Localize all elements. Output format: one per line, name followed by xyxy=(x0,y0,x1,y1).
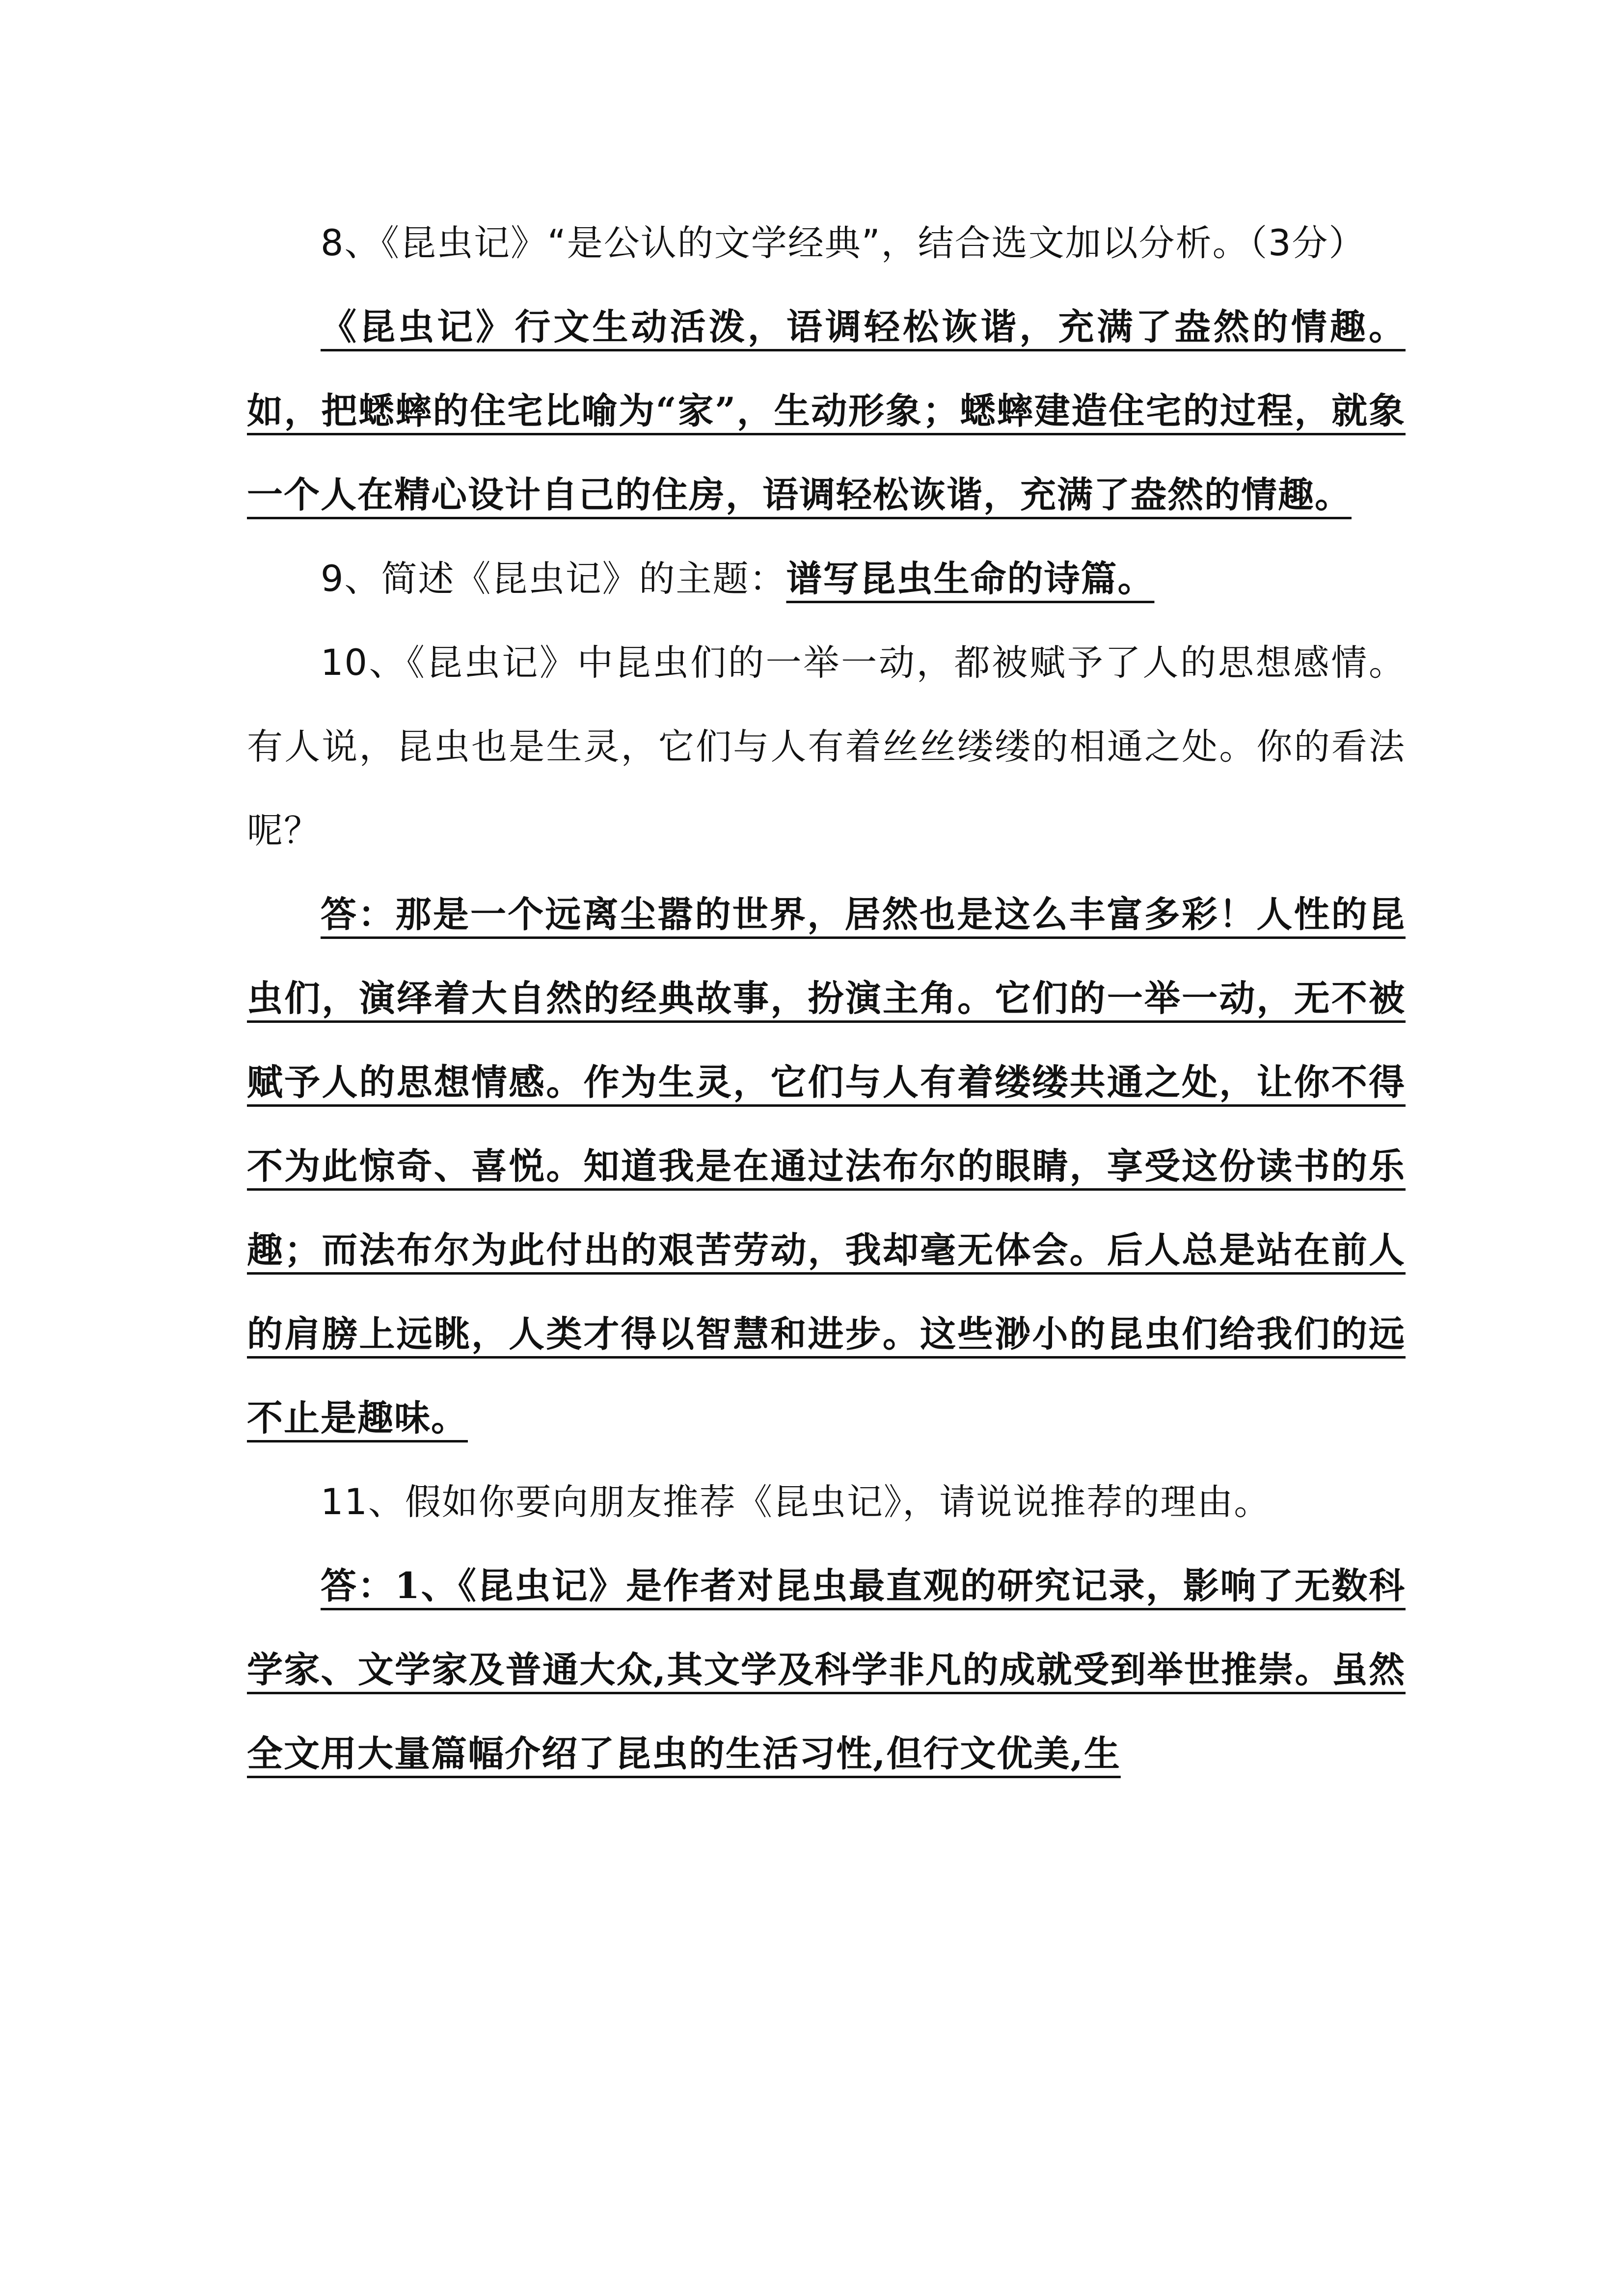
answer-10-text: 答：那是一个远离尘嚣的世界，居然也是这么丰富多彩！人性的昆虫们，演绎着大自然的经典故事，扮演主角。它们的一举一动，无不被赋予人的思想情感。作为生灵，它们与人有着缕缕共通之处，让你不得不为此惊奇、喜悦。知道我是在通过法布尔的眼睛，享受这份读书的乐趣；而法布尔为此付出的艰苦劳动，我却毫无体会。后人总是站在前人的肩膀上远眺，人类才得以智慧和进步。这些渺小的昆虫们给我们的远不止是趣味。 xyxy=(247,893,1406,1439)
answer-10 xyxy=(247,873,1406,1460)
answer-11 xyxy=(247,1544,1406,1796)
question-11: 11、假如你要向朋友推荐《昆虫记》，请说说推荐的理由。 xyxy=(321,1481,1271,1523)
question-10: 10、《昆虫记》中昆虫们的一举一动，都被赋予了人的思想感情。有人说，昆虫也是生灵，它们与人有着丝丝缕缕的相通之处。你的看法呢？ xyxy=(247,642,1406,852)
question-8: 8、《昆虫记》“是公认的文学经典”，结合选文加以分析。（3分） xyxy=(321,222,1366,264)
document-body xyxy=(247,201,1406,1796)
question-9-prefix: 9、简述《昆虫记》的主题： xyxy=(321,558,786,600)
answer-8 xyxy=(247,285,1406,537)
answer-9-text: 谱写昆虫生命的诗篇。 xyxy=(786,558,1155,600)
question-9 xyxy=(247,537,1406,621)
answer-8-text: 《昆虫记》行文生动活泼，语调轻松诙谐，充满了盎然的情趣。如，把蟋蟀的住宅比喻为“家”，生动形象；蟋蟀建造住宅的过程，就象一个人在精心设计自己的住房，语调轻松诙谐，充满了盎然的情趣。 xyxy=(247,306,1406,516)
answer-11-text: 答：1、《昆虫记》是作者对昆虫最直观的研究记录，影响了无数科学家、文学家及普通大众,其文学及科学非凡的成就受到举世推崇。虽然全文用大量篇幅介绍了昆虫的生活习性,但行文优美,生 xyxy=(247,1565,1406,1775)
